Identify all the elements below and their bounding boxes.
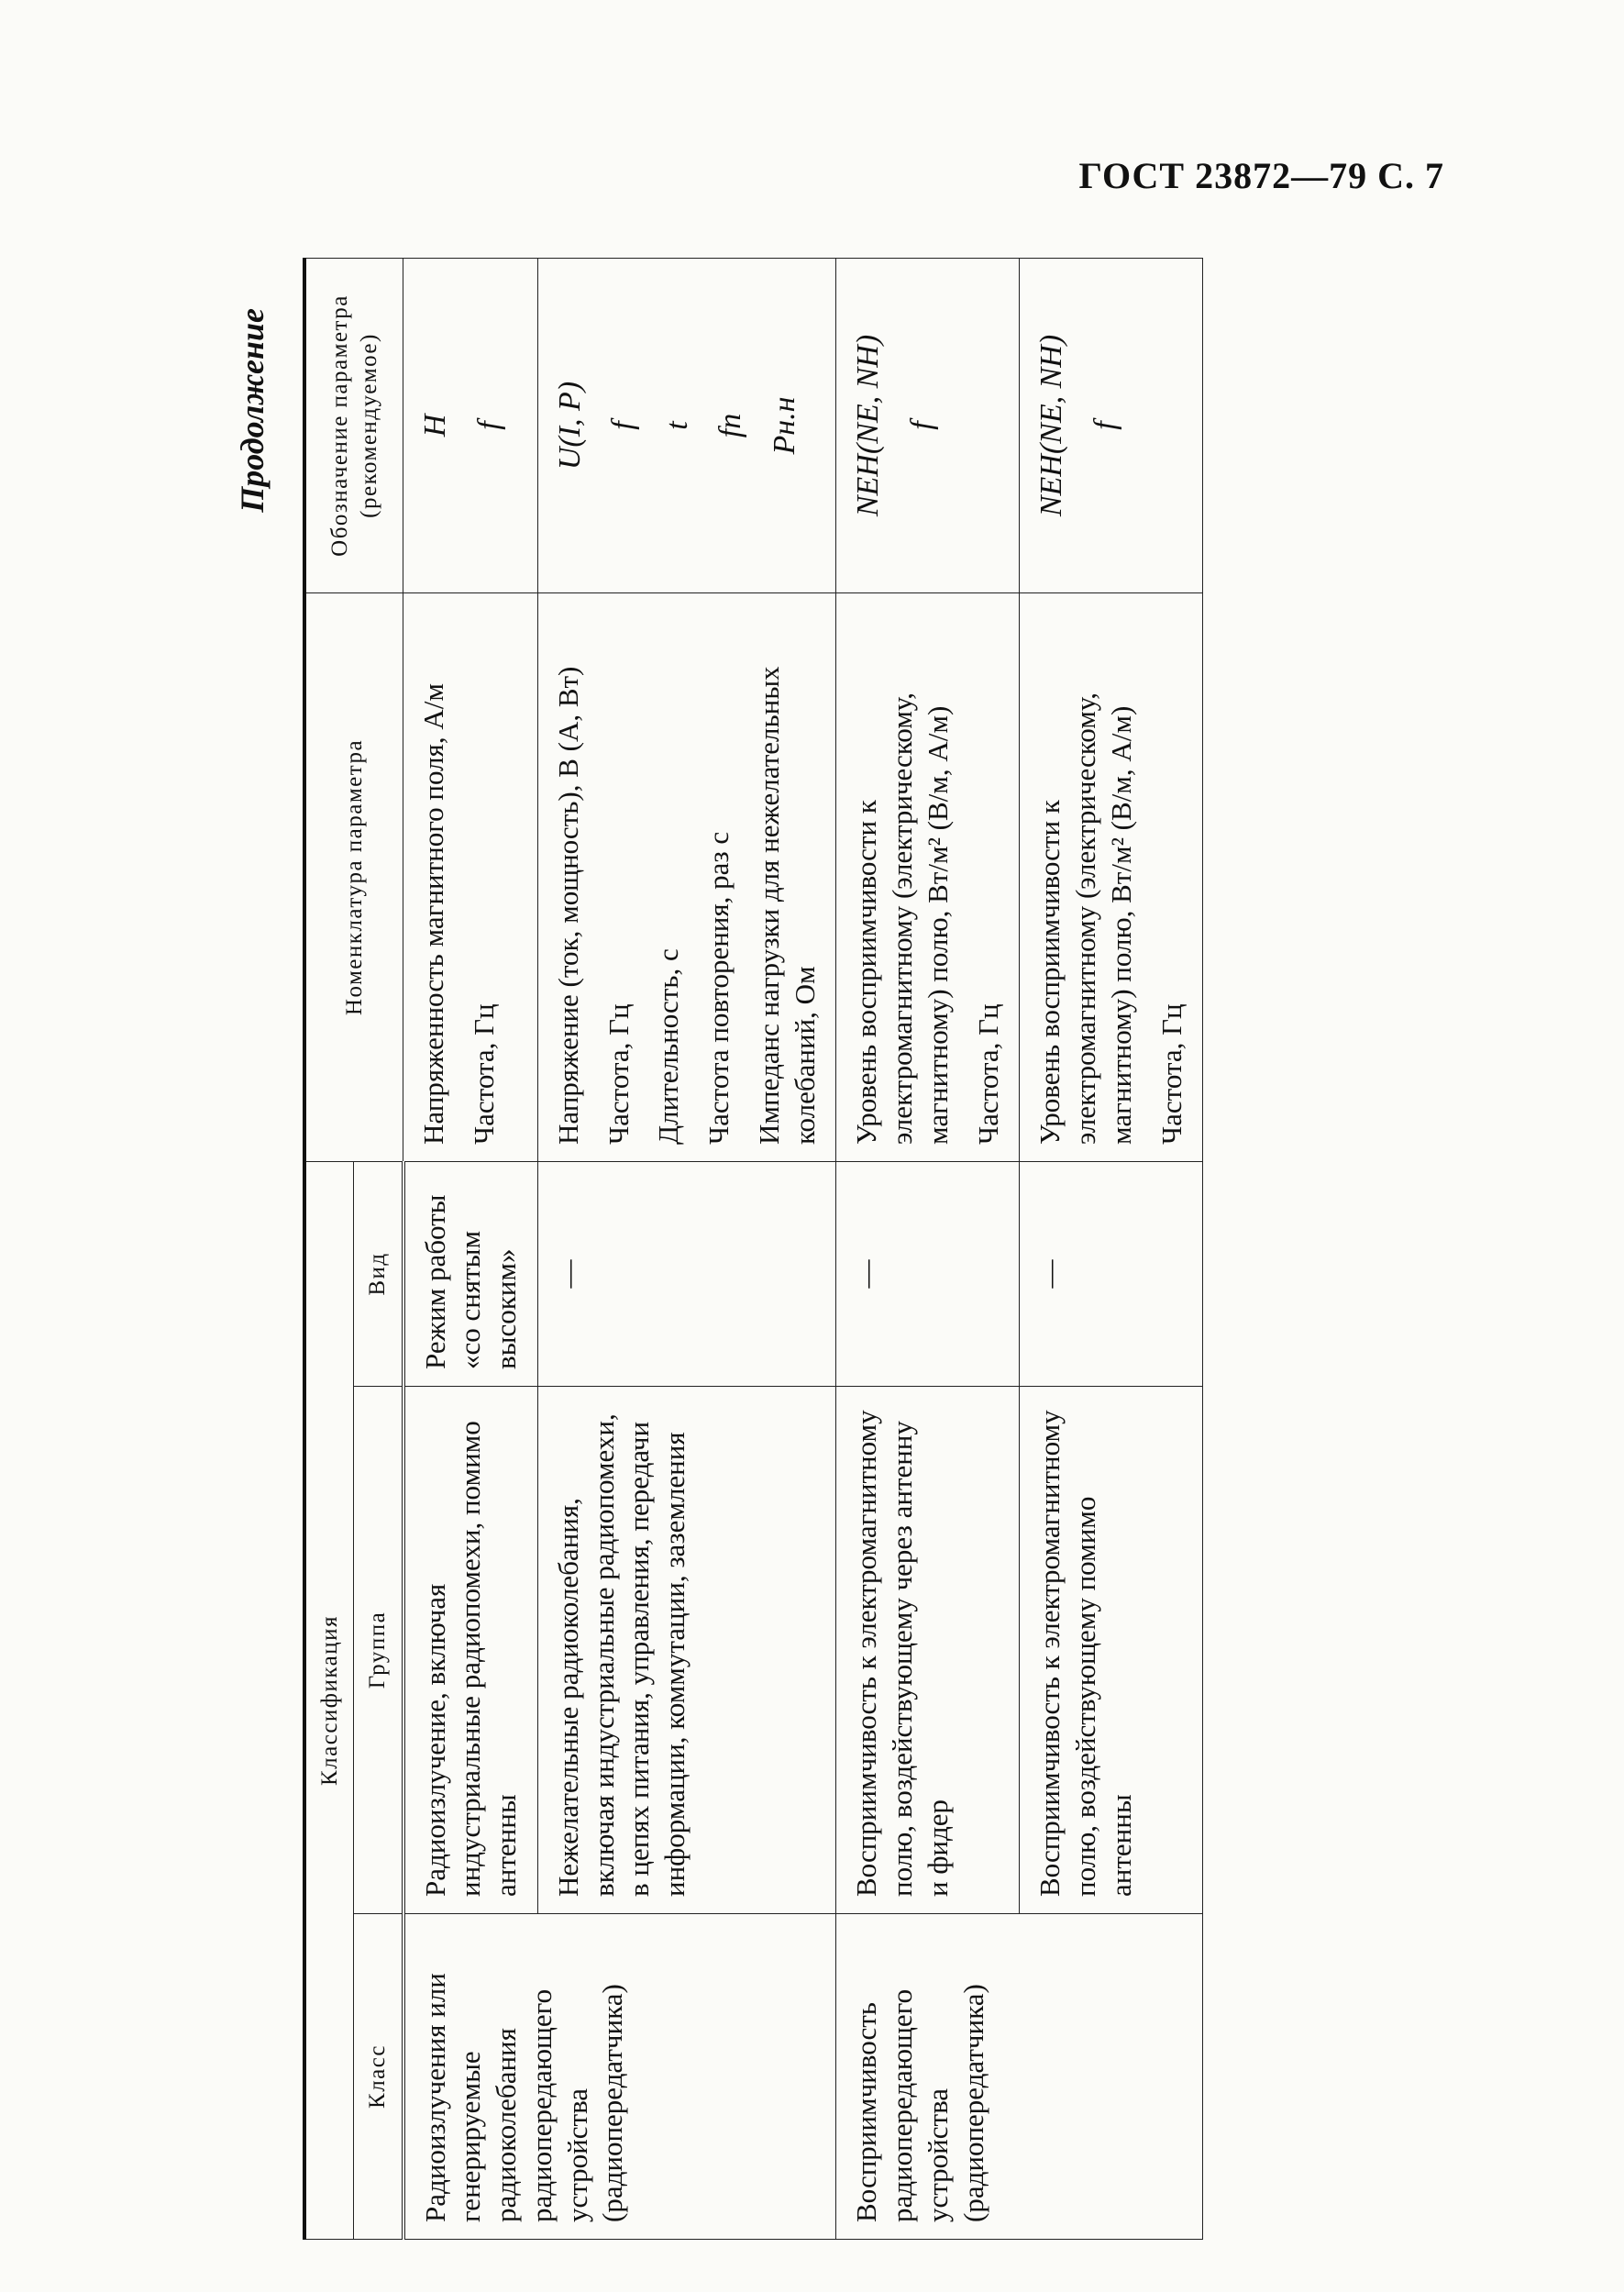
- symbol-line: NEH(NE, NH): [1034, 334, 1069, 517]
- param-line: Длительность, с: [652, 948, 685, 1145]
- symbol-line: H: [418, 414, 452, 437]
- params-cell: [537, 592, 836, 1161]
- rotated-table-block: [220, 259, 1375, 2240]
- symbol-line: f: [904, 421, 939, 430]
- param-line: Частота, Гц: [467, 1003, 500, 1145]
- params-cell: [836, 592, 1020, 1161]
- class-cell: Восприимчивость радиопередающего устройства (радиопередатчика): [836, 1914, 1203, 2240]
- classification-table: [303, 258, 1203, 2240]
- group-cell: Восприимчивость к электромагнитному полю, воздействующему через антенну и фидер: [836, 1387, 1020, 1914]
- symbol-line: fп: [713, 413, 748, 438]
- nomenclature-header: Номенклатура параметра: [304, 592, 403, 1161]
- classification-header: Классификация: [304, 1161, 354, 2239]
- params-cell: [1020, 592, 1203, 1161]
- symbol-line: f: [1088, 421, 1122, 430]
- table-row: [836, 258, 1020, 2239]
- symbols-cell: [1020, 258, 1203, 592]
- type-cell: —: [537, 1161, 836, 1386]
- param-line: Частота, Гц: [1154, 1003, 1188, 1145]
- group-header: Группа: [354, 1387, 403, 1914]
- type-cell: —: [836, 1161, 1020, 1386]
- symbol-line: f: [471, 421, 506, 430]
- param-line: Частота, Гц: [602, 1003, 635, 1145]
- continuation-label: Продолжение: [234, 308, 271, 513]
- param-line: Уровень восприимчивости к электромагнитному (электрическому, магнитному) полю, Вт/м² (В/м, А/м): [850, 692, 954, 1145]
- symbol-line: NEH(NE, NH): [851, 334, 886, 517]
- param-line: Напряженность магнитного поля, А/м: [417, 683, 449, 1145]
- param-line: Напряжение (ток, мощность), В (А, Вт): [551, 666, 584, 1145]
- group-cell: Восприимчивость к электромагнитному полю, воздействующему помимо антенны: [1020, 1387, 1203, 1914]
- group-cell: Радиоизлучение, включая индустриальные радиопомехи, помимо антенны: [403, 1387, 538, 1914]
- param-line: Частота повторения, раз с: [702, 831, 735, 1145]
- symbols-cell: [403, 258, 538, 592]
- symbol-line: Pн.н: [767, 396, 801, 455]
- class-header: Класс: [354, 1914, 403, 2240]
- group-cell: Нежелательные радиоколебания, включая индустриальные радиопомехи, в цепях питания, управления, передачи информации, коммутации, заземления: [537, 1387, 836, 1914]
- param-line: Импеданс нагрузки для нежелательных колебаний, Ом: [752, 666, 821, 1145]
- param-line: Частота, Гц: [971, 1003, 1004, 1145]
- table-row: [403, 258, 538, 2239]
- symbols-cell: [537, 258, 836, 592]
- type-header: Вид: [354, 1161, 403, 1386]
- params-cell: [403, 592, 538, 1161]
- page-header: ГОСТ 23872—79 С. 7: [1078, 155, 1444, 196]
- type-cell: —: [1020, 1161, 1203, 1386]
- param-line: Уровень восприимчивости к электромагнитному (электрическому, магнитному) полю, Вт/м² (В/м, А/м): [1033, 692, 1137, 1145]
- symbol-line: U(I, P): [552, 381, 587, 471]
- symbol-line: t: [659, 421, 694, 430]
- type-cell: Режим работы «со снятым высоким»: [403, 1161, 538, 1386]
- symbols-cell: [836, 258, 1020, 592]
- symbol-line: f: [606, 421, 641, 430]
- class-cell: Радиоизлучения или генерируемые радиоколебания радиопередающего устройства (радиопередатчика): [403, 1914, 836, 2240]
- designation-header: Обозначение параметра (рекомендуемое): [304, 258, 403, 592]
